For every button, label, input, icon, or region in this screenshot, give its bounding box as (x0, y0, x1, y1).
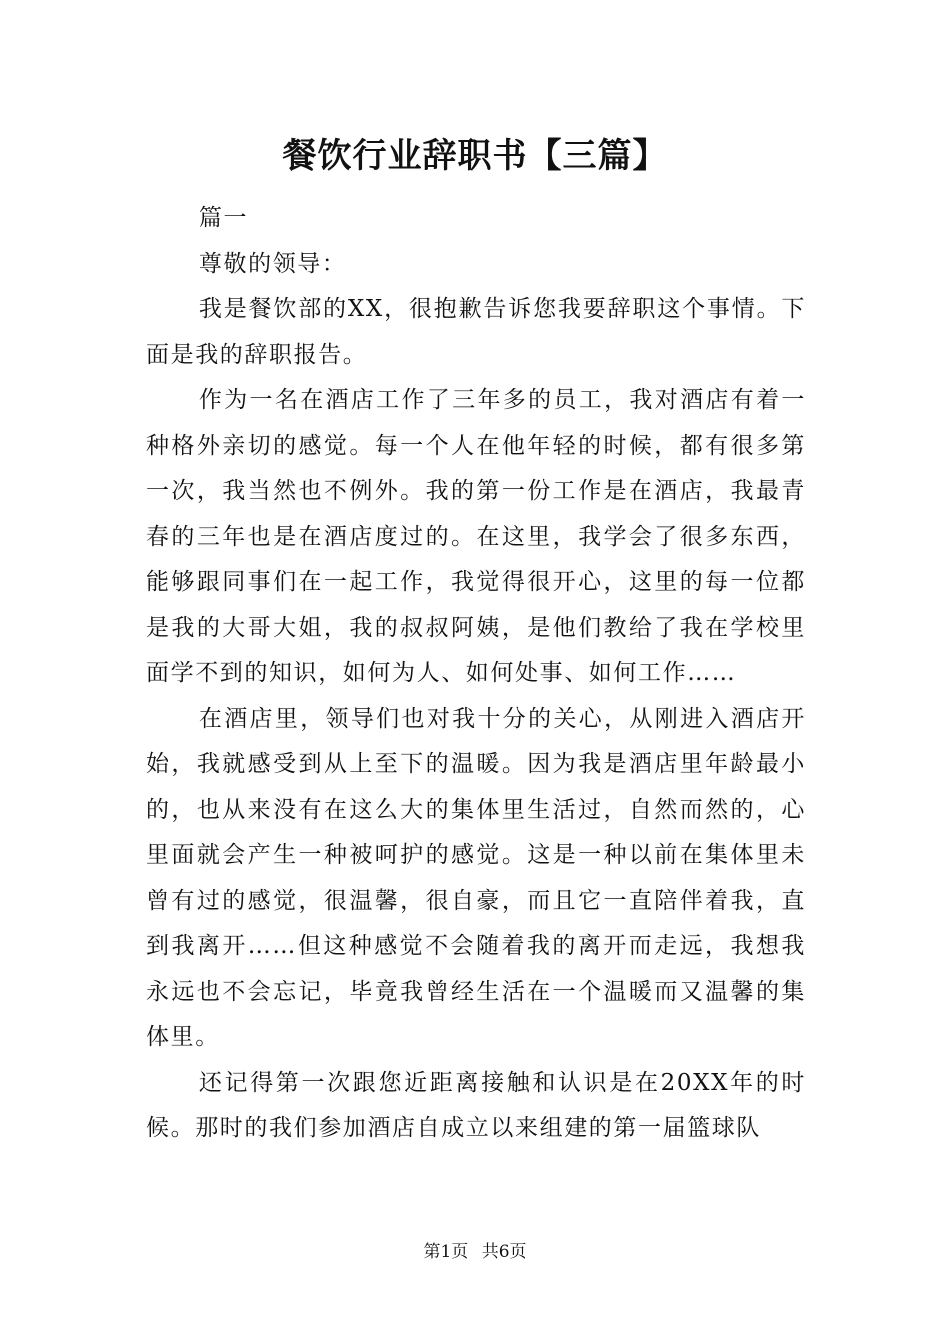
paragraph-4: 还记得第一次跟您近距离接触和认识是在20XX年的时候。那时的我们参加酒店自成立以来组建的第一届篮球队 (146, 1069, 806, 1141)
document-body (146, 196, 806, 1152)
page-total: 共6页 (481, 1242, 527, 1262)
salutation: 尊敬的领导： (198, 250, 347, 277)
paragraph-3: 在酒店里，领导们也对我十分的关心，从刚进入酒店开始，我就感受到从上至下的温暖。因为我是酒店里年龄最小的，也从来没有在这么大的集体里生活过，自然而然的，心里面就会产生一种被呵护的感觉。这是一种以前在集体里未曾有过的感觉，很温馨，很自豪，而且它一直陪伴着我，直到我离开……但这种感觉不会随着我的离开而走远，我想我永远也不会忘记，毕竟我曾经生活在一个温暖而又温馨的集体里。 (146, 705, 806, 1050)
page-footer (0, 1240, 950, 1264)
paragraph-1: 我是餐饮部的XX，很抱歉告诉您我要辞职这个事情。下面是我的辞职报告。 (146, 296, 806, 368)
paragraph-2: 作为一名在酒店工作了三年多的员工，我对酒店有着一种格外亲切的感觉。每一个人在他年轻的时候，都有很多第一次，我当然也不例外。我的第一份工作是在酒店，我最青春的三年也是在酒店度过的。在这里，我学会了很多东西，能够跟同事们在一起工作，我觉得很开心，这里的每一位都是我的大哥大姐，我的叔叔阿姨，是他们教给了我在学校里面学不到的知识，如何为人、如何处事、如何工作…… (146, 387, 806, 686)
page-number: 第1页 (423, 1242, 469, 1262)
section-heading: 篇一 (198, 205, 249, 231)
document-title: 餐饮行业辞职书【三篇】 (282, 136, 668, 176)
